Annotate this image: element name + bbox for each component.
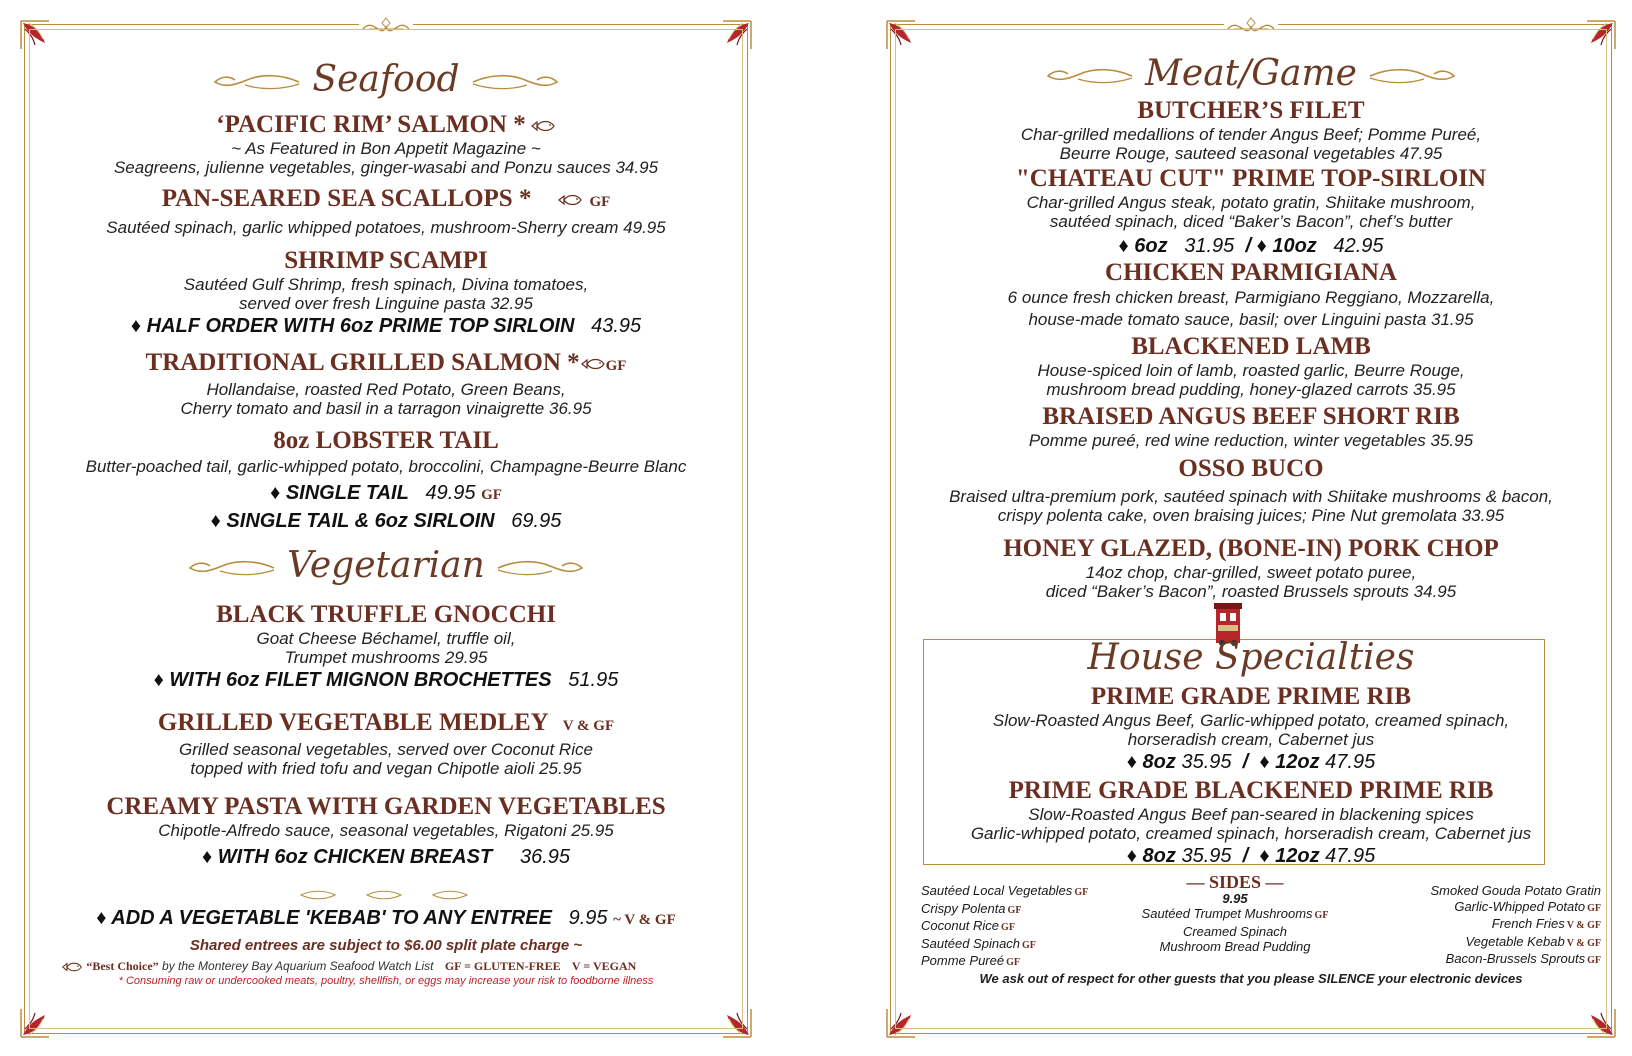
fish-icon (580, 358, 606, 370)
small-divider (25, 887, 747, 905)
item-description: Cherry tomato and basil in a tarragon vinaigrette 36.95 (180, 399, 592, 418)
item-name: BRAISED ANGUS BEEF SHORT RIB (1042, 403, 1460, 430)
split-plate-note: Shared entrees are subject to $6.00 split plate charge ~ (189, 937, 583, 954)
item-description: Char-grilled Angus steak, potato gratin, Shiitake mushroom, (1026, 193, 1476, 212)
sides-right-column (1430, 883, 1601, 969)
item-description: Slow-Roasted Angus Beef pan-seared in blackening spices (1028, 805, 1474, 824)
item-name: OSSO BUCO (1178, 455, 1324, 482)
option-separator: / (1245, 235, 1251, 257)
seafood-heading (25, 59, 747, 100)
option-price: 31.95 (1184, 235, 1235, 257)
meat-game-heading (891, 53, 1611, 94)
flourish-right-icon (496, 558, 586, 578)
item-description: Slow-Roasted Angus Beef, Garlic-whipped potato, creamed spinach, (992, 711, 1510, 730)
item-name: TRADITIONAL GRILLED SALMON * (145, 349, 580, 376)
divider-ornament-icon (291, 890, 481, 900)
corner-ornament-icon (1583, 19, 1617, 53)
item-name: "CHATEAU CUT" PRIME TOP-SIRLOIN (1015, 165, 1487, 192)
kebab-price: 9.95 (568, 907, 608, 929)
item-description: Butter-poached tail, garlic-whipped potato, broccolini, Champagne-Beurre Blanc (85, 457, 687, 476)
item-description: crispy polenta cake, oven braising juices; Pine Nut gremolata 33.95 (997, 506, 1505, 525)
side-item: Sautéed Trumpet Mushrooms GF (1141, 906, 1329, 921)
item-description: 6 ounce fresh chicken breast, Parmigiano Reggiano, Mozzarella, (1007, 288, 1495, 307)
item-name: BLACKENED LAMB (1131, 333, 1371, 360)
house-specialties-title: House Specialties (1087, 637, 1415, 678)
option-size: ♦ 6oz (1118, 235, 1168, 257)
option-price: 42.95 (1333, 235, 1384, 257)
best-choice-label: “Best Choice” (86, 959, 159, 973)
consumption-warning: * Consuming raw or undercooked meats, poultry, shellfish, or eggs may increase your risk to foodborne illness (118, 975, 654, 987)
menu-item-chicken-parmigiana (891, 259, 1611, 331)
item-name: BLACK TRUFFLE GNOCCHI (216, 601, 556, 628)
option-price: 47.95 (1325, 751, 1376, 773)
side-item: Smoked Gouda Potato Gratin (1430, 883, 1601, 898)
menu-item-traditional-grilled-salmon (25, 349, 747, 418)
menu-item-lobster-tail (25, 427, 747, 534)
option-label: ♦ WITH 6oz CHICKEN BREAST (201, 846, 493, 868)
item-name: PRIME GRADE BLACKENED PRIME RIB (1008, 777, 1494, 804)
corner-ornament-icon (19, 19, 53, 53)
flourish-left-icon (186, 558, 276, 578)
side-item: Sautéed Spinach GF (921, 935, 1036, 951)
seafood-watch-note: by the Monterey Bay Aquarium Seafood Watch List (162, 959, 434, 973)
menu-item-pacific-rim-salmon (25, 111, 747, 177)
menu-item-chateau-cut-sirloin (891, 165, 1611, 259)
menu-item-sea-scallops (25, 185, 747, 237)
kebab-add-on (25, 905, 747, 933)
corner-ornament-icon (19, 1005, 53, 1039)
menu-item-butchers-filet (891, 97, 1611, 163)
item-subtitle: ~ As Featured in Bon Appetit Magazine ~ (231, 139, 541, 158)
option-price: 43.95 (591, 315, 642, 337)
item-description: Sautéed spinach, garlic whipped potatoes, mushroom-Sherry cream 49.95 (106, 218, 666, 237)
flourish-left-icon (1044, 66, 1134, 86)
item-description: Chipotle-Alfredo sauce, seasonal vegetables, Rigatoni 25.95 (158, 821, 614, 840)
option-separator: / (1242, 751, 1249, 773)
left-menu-page (24, 24, 748, 1034)
flourish-right-icon (1368, 66, 1458, 86)
item-description: House-spiced loin of lamb, roasted garlic, Beurre Rouge, (1037, 361, 1465, 380)
option-price: 36.95 (519, 846, 571, 868)
top-ornament-icon (1224, 15, 1278, 41)
side-item: Pomme Pureé GF (921, 953, 1020, 968)
gluten-free-tag: GF (481, 487, 502, 503)
item-description: topped with fried tofu and vegan Chipotle aioli 25.95 (190, 759, 582, 778)
right-menu-page (890, 24, 1612, 1034)
item-description: Char-grilled medallions of tender Angus Beef; Pomme Pureé, (1020, 125, 1482, 144)
menu-item-grilled-vegetable-medley (25, 709, 747, 778)
item-name: GRILLED VEGETABLE MEDLEY (157, 709, 549, 736)
option-label: ♦ SINGLE TAIL (270, 482, 409, 504)
item-description: sautéed spinach, diced “Baker’s Bacon”, chef’s butter (1049, 212, 1453, 231)
menu-item-black-truffle-gnocchi (25, 601, 747, 693)
option-label: ♦ SINGLE TAIL & 6oz SIRLOIN (210, 510, 495, 532)
sides-price: 9.95 (1222, 890, 1248, 906)
item-description: Pomme pureé, red wine reduction, winter vegetables 35.95 (1028, 431, 1474, 450)
gluten-free-tag: GF (605, 358, 627, 374)
item-name: CHICKEN PARMIGIANA (1105, 259, 1397, 286)
corner-ornament-icon (1583, 1005, 1617, 1039)
item-description: Goat Cheese Béchamel, truffle oil, (256, 629, 516, 648)
vegetarian-heading (25, 545, 747, 586)
item-name: HONEY GLAZED, (BONE-IN) PORK CHOP (1003, 535, 1499, 562)
side-item: Mushroom Bread Pudding (1159, 939, 1311, 954)
corner-ornament-icon (885, 1005, 919, 1039)
option-size: ♦ 8oz (1126, 751, 1176, 773)
item-description: 14oz chop, char-grilled, sweet potato puree, (1085, 563, 1417, 582)
corner-ornament-icon (719, 19, 753, 53)
item-description: Sautéed Gulf Shrimp, fresh spinach, Divina tomatoes, (183, 275, 589, 294)
menu-item-prime-rib (891, 683, 1611, 775)
item-description: Garlic-whipped potato, creamed spinach, horseradish cream, Cabernet jus (970, 824, 1532, 843)
sides-left-column (921, 883, 1088, 971)
menu-item-pork-chop (891, 535, 1611, 601)
flourish-left-icon (211, 72, 301, 92)
menu-item-braised-short-rib (891, 403, 1611, 450)
item-description: horseradish cream, Cabernet jus (1127, 730, 1375, 749)
option-price: 35.95 (1181, 845, 1232, 867)
fish-icon (557, 194, 583, 206)
item-description: house-made tomato sauce, basil; over Linguini pasta 31.95 (1028, 310, 1474, 329)
item-description: served over fresh Linguine pasta 32.95 (239, 294, 533, 313)
side-item: Bacon-Brussels Sprouts GF (1445, 951, 1601, 966)
side-item: Sautéed Local Vegetables GF (921, 883, 1089, 898)
item-description: mushroom bread pudding, honey-glazed carrots 35.95 (1046, 380, 1456, 399)
vegan-gluten-free-tag: ~ V & GF (613, 912, 676, 928)
item-name: PAN-SEARED SEA SCALLOPS * (161, 185, 532, 212)
side-item: Vegetable Kebab V & GF (1465, 933, 1601, 949)
item-name: 8oz LOBSTER TAIL (273, 427, 499, 454)
item-name: SHRIMP SCAMPI (284, 247, 488, 274)
side-item: Creamed Spinach (1182, 923, 1288, 939)
legend-line (61, 959, 747, 974)
menu-item-shrimp-scampi (25, 247, 747, 339)
gluten-free-legend: GF = GLUTEN-FREE (444, 959, 561, 973)
corner-ornament-icon (719, 1005, 753, 1039)
vegan-gluten-free-tag: V & GF (562, 718, 615, 734)
option-size: ♦ 8oz (1126, 845, 1176, 867)
option-price: 49.95 (425, 482, 476, 504)
item-name: ‘PACIFIC RIM’ SALMON * (216, 111, 526, 138)
silence-devices-note: We ask out of respect for other guests that you please SILENCE your electronic devices (979, 971, 1523, 986)
side-item: French Fries V & GF (1491, 916, 1601, 931)
menu-item-osso-buco (891, 455, 1611, 525)
menu-item-blackened-prime-rib (891, 777, 1611, 869)
option-separator: / (1242, 845, 1249, 867)
item-name: CREAMY PASTA WITH GARDEN VEGETABLES (106, 793, 666, 820)
flourish-right-icon (471, 72, 561, 92)
option-price: 47.95 (1325, 845, 1376, 867)
menu-item-creamy-pasta (25, 793, 747, 870)
sides-center-column (1121, 872, 1349, 955)
vegetarian-title: Vegetarian (287, 545, 485, 586)
item-name: BUTCHER’S FILET (1137, 97, 1365, 124)
house-specialties-heading (891, 637, 1611, 678)
item-description: diced “Baker’s Bacon”, roasted Brussels sprouts 34.95 (1045, 582, 1457, 601)
side-item: Coconut Rice GF (921, 918, 1015, 933)
meat-game-title: Meat/Game (1145, 53, 1357, 94)
item-description: Hollandaise, roasted Red Potato, Green Beans, (206, 380, 566, 399)
option-label: ♦ HALF ORDER WITH 6oz PRIME TOP SIRLOIN (130, 315, 575, 337)
side-item: Crispy Polenta GF (921, 900, 1022, 916)
option-price: 51.95 (568, 669, 619, 691)
option-price: 69.95 (511, 510, 562, 532)
option-size: ♦ 10oz (1256, 235, 1317, 257)
option-label: ♦ WITH 6oz FILET MIGNON BROCHETTES (153, 669, 552, 691)
item-description: Grilled seasonal vegetables, served over Coconut Rice (179, 740, 593, 759)
item-description: Seagreens, julienne vegetables, ginger-wasabi and Ponzu sauces 34.95 (113, 158, 659, 177)
item-description: Beurre Rouge, sauteed seasonal vegetables 47.95 (1059, 144, 1443, 163)
top-ornament-icon (359, 15, 413, 41)
vegan-legend: V = VEGAN (571, 959, 637, 973)
gluten-free-tag: GF (589, 194, 611, 210)
kebab-label: ♦ ADD A VEGETABLE 'KEBAB' TO ANY ENTREE (96, 907, 552, 929)
item-description: Trumpet mushrooms 29.95 (284, 648, 488, 667)
menu-item-blackened-lamb (891, 333, 1611, 399)
seafood-title: Seafood (312, 59, 460, 100)
option-price: 35.95 (1181, 751, 1232, 773)
fish-icon (530, 120, 556, 132)
fish-icon (61, 961, 83, 973)
item-description: Braised ultra-premium pork, sautéed spinach with Shiitake mushrooms & bacon, (949, 487, 1553, 506)
sides-title: — SIDES — (1186, 872, 1284, 892)
item-name: PRIME GRADE PRIME RIB (1090, 683, 1412, 710)
corner-ornament-icon (885, 19, 919, 53)
option-size: ♦ 12oz (1259, 751, 1320, 773)
side-item: Garlic-Whipped Potato GF (1454, 898, 1601, 914)
option-size: ♦ 12oz (1259, 845, 1320, 867)
